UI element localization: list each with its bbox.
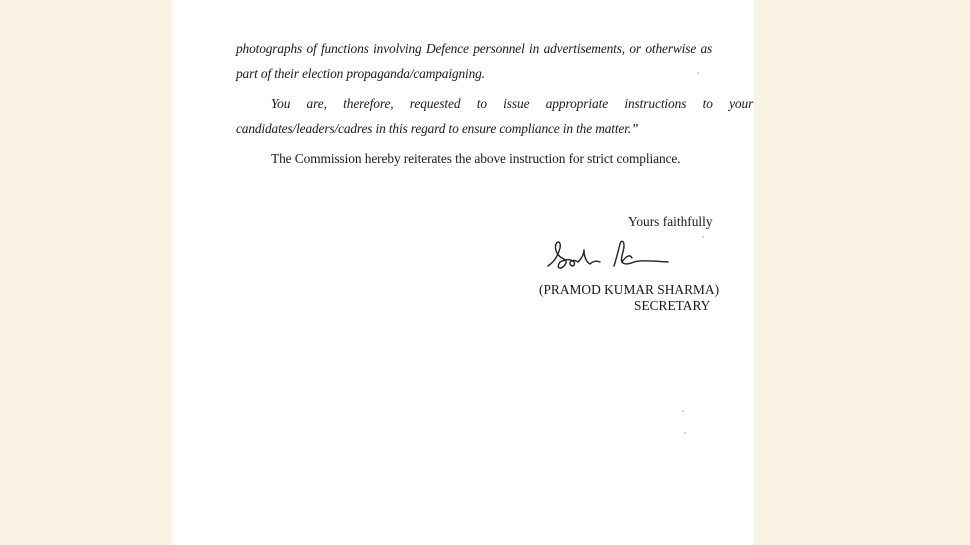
- paragraph-2-line-2: candidates/leaders/cadres in this regard to ensure compliance in the matter.”: [236, 121, 639, 136]
- paper-speck: [682, 410, 684, 412]
- letter-page: [172, 0, 754, 545]
- paragraph-2-line-1: You are, therefore, requested to issue appropriate instructions to your: [271, 96, 754, 111]
- paper-speck: [702, 236, 704, 238]
- signatory-name: (PRAMOD KUMAR SHARMA): [539, 282, 720, 297]
- closing-salutation: Yours faithfully: [628, 214, 713, 229]
- paragraph-1-line-1: photographs of functions involving Defence personnel in advertisements, or otherwise as: [236, 41, 713, 56]
- handwritten-signature: [544, 232, 672, 280]
- paper-speck: [684, 432, 686, 434]
- paper-speck: [697, 72, 699, 74]
- paragraph-1-line-2: part of their election propaganda/campaigning.: [236, 66, 485, 81]
- signatory-title: SECRETARY: [634, 298, 711, 313]
- paragraph-3: The Commission hereby reiterates the above instruction for strict compliance.: [271, 151, 681, 166]
